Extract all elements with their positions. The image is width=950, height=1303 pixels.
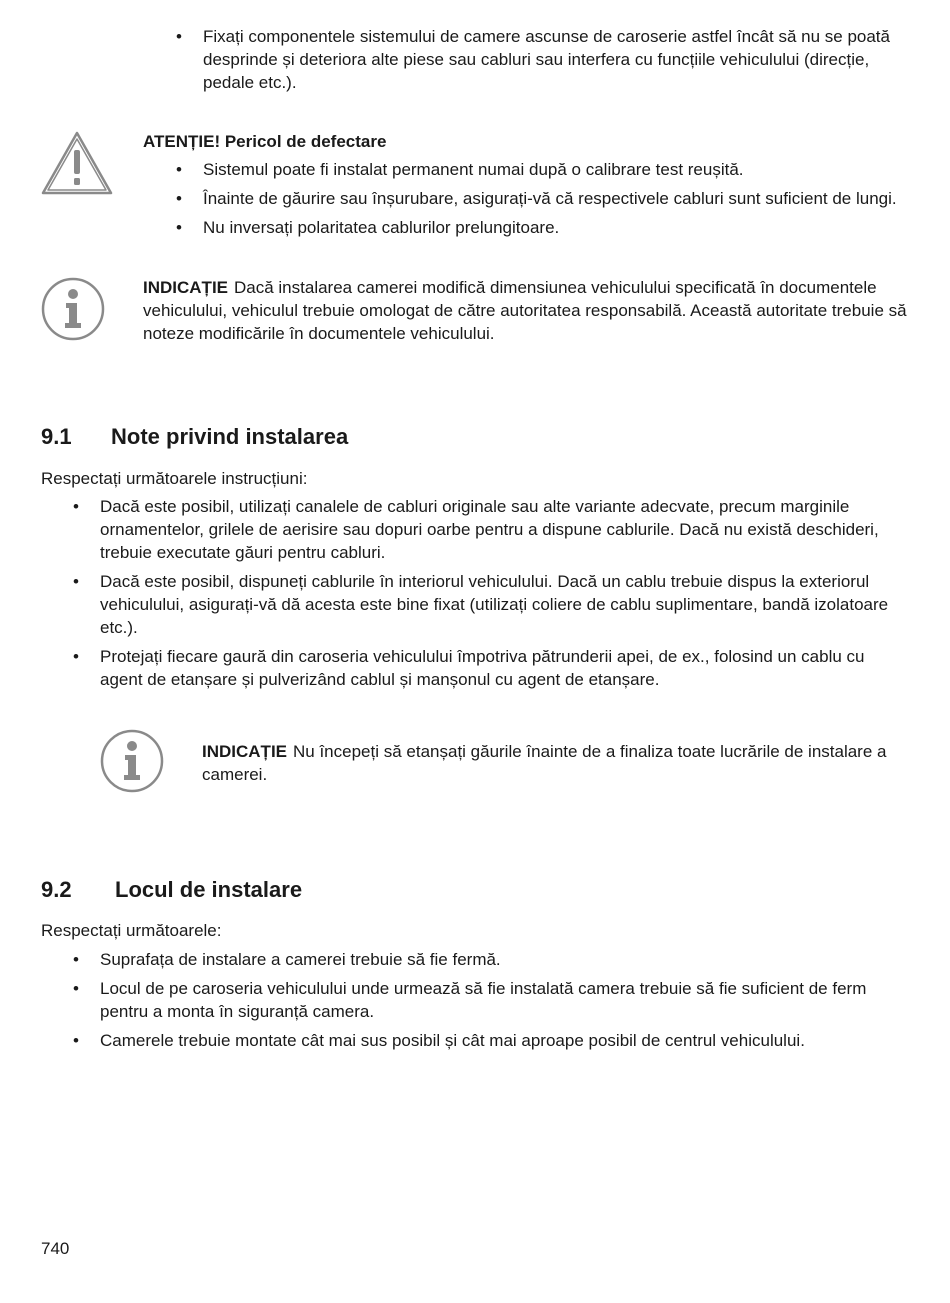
section-heading-9-1: 9.1 Note privind instalarea bbox=[41, 424, 349, 449]
info-icon bbox=[40, 276, 114, 342]
list-item: • Înainte de găurire sau înșurubare, asigurați-vă că respectivele cabluri sunt suficient de lungi. bbox=[176, 189, 897, 208]
list-item: • Nu inversați polaritatea cablurilor prelungitoare. bbox=[176, 218, 560, 237]
list-item: • Locul de pe caroseria vehiculului unde urmează să fie instalată camera trebuie să fie suficient de ferm pentru a monta în siguranță camera. bbox=[73, 979, 867, 1021]
note-indicatie: INDICAȚIE Nu începeți să etanșați găurile înainte de a finaliza toate lucrările de instalare a camerei. bbox=[202, 742, 887, 784]
list-item: • Protejați fiecare gaură din caroseria vehiculului împotriva pătrunderii apei, de ex., folosind un cablu cu agent de etanșare și pulverizând cablul și manșonul cu agent de etanșare. bbox=[73, 647, 865, 689]
list-item: • Sistemul poate fi instalat permanent numai după o calibrare test reușită. bbox=[176, 160, 744, 179]
section-intro: Respectați următoarele instrucțiuni: bbox=[41, 469, 308, 488]
section-intro: Respectați următoarele: bbox=[41, 921, 222, 940]
list-item: • Camerele trebuie montate cât mai sus posibil și cât mai aproape posibil de centrul vehiculului. bbox=[73, 1031, 805, 1050]
section-9-2-list bbox=[73, 948, 910, 1058]
top-bullet-list bbox=[176, 25, 903, 100]
page-number: 740 bbox=[41, 1239, 70, 1258]
warning-block bbox=[143, 130, 913, 245]
warning-list bbox=[176, 158, 913, 239]
section-9-1-list bbox=[73, 495, 910, 697]
warning-title: ATENȚIE! Pericol de defectare bbox=[143, 132, 387, 151]
info-icon bbox=[99, 728, 173, 794]
note-indicatie: INDICAȚIE Dacă instalarea camerei modifică dimensiunea vehiculului specificată în documentele vehiculului, vehiculul trebuie omologat de către autoritatea responsabilă. Această autoritate trebuie să noteze modificările în documentele vehiculului. bbox=[143, 278, 907, 343]
list-item: • Dacă este posibil, dispuneți cablurile în interiorul vehiculului. Dacă un cablu trebuie dispus la exteriorul vehiculului, asigurați-vă dă acesta este bine fixat (utilizați coliere de cablu suplimentare, bandă izolatoare etc.). bbox=[73, 572, 889, 637]
list-item: • Dacă este posibil, utilizați canalele de cabluri originale sau alte variante adecvate, precum marginile ornamentelor, grilele de aerisire sau dopuri oarbe pentru a dispune cablurile. Dacă nu există deschideri, trebuie executate găuri pentru cabluri. bbox=[73, 497, 879, 562]
list-item: • Fixați componentele sistemului de camere ascunse de caroserie astfel încât să nu se poată desprinde și deteriora alte piese sau cabluri sau interfera cu funcțiile vehiculului (direcție, pedale etc.). bbox=[176, 27, 890, 92]
list-item: • Suprafața de instalare a camerei trebuie să fie fermă. bbox=[73, 950, 501, 969]
section-heading-9-2: 9.2 Locul de instalare bbox=[41, 877, 303, 902]
warning-triangle-icon bbox=[40, 130, 114, 196]
